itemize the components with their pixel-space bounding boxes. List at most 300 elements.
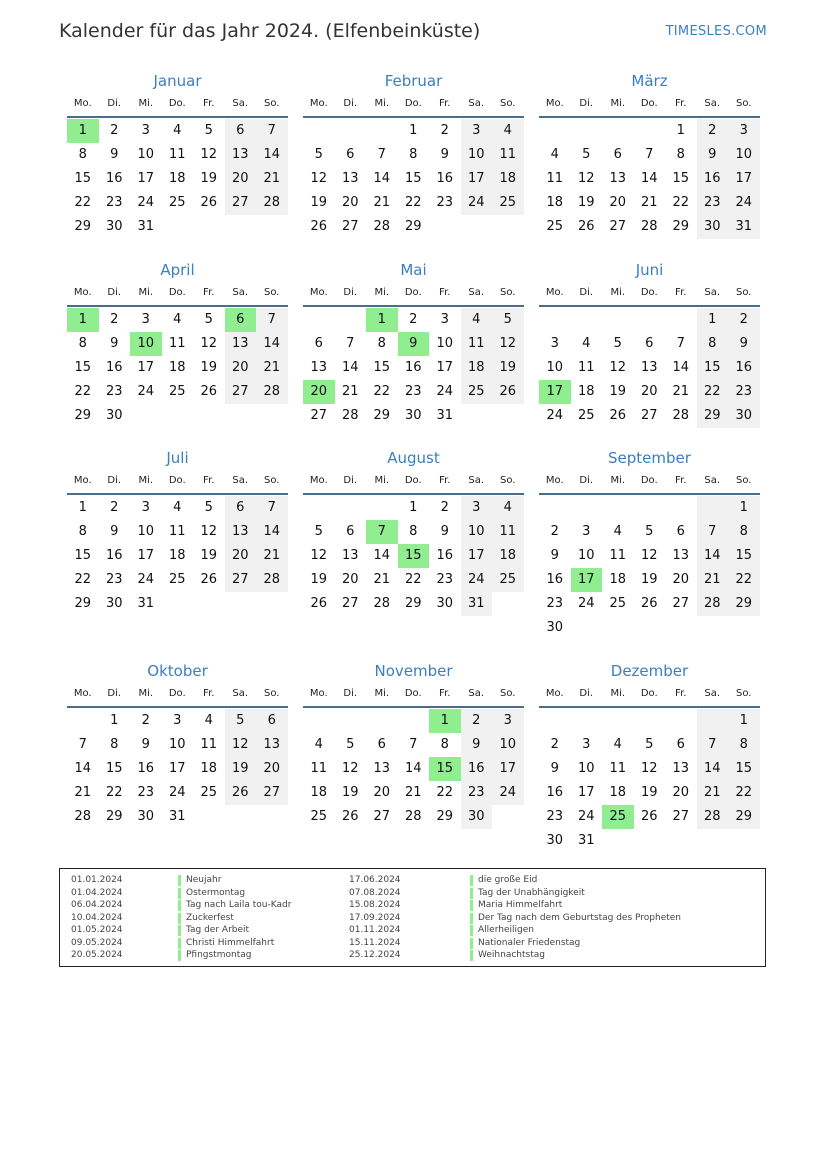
day-cell: 9	[110, 147, 119, 162]
month-divider	[303, 493, 524, 495]
day-cell: 11	[577, 360, 595, 375]
day-cell: 2	[141, 713, 150, 728]
month-name: Oktober	[147, 662, 208, 680]
weekday-label: Mo.	[309, 688, 328, 699]
day-cell: 21	[256, 544, 288, 568]
holiday-name: Weihnachtstag	[470, 950, 545, 961]
weekday-label: Do.	[404, 98, 422, 109]
day-cell: 6	[225, 119, 257, 143]
holiday-date: 09.05.2024	[71, 937, 123, 948]
day-cell: 13	[373, 761, 391, 776]
day-cell: 25	[577, 408, 595, 423]
month-divider	[539, 116, 760, 118]
day-cell: 19	[310, 572, 328, 587]
day-cell: 30	[728, 404, 760, 428]
day-cell: 18	[310, 785, 328, 800]
weekday-label: Di.	[107, 688, 122, 699]
day-cell: 10	[546, 360, 564, 375]
day-cell: 12	[200, 524, 218, 539]
day-cell: 19	[200, 171, 218, 186]
day-cell: 31	[168, 809, 186, 824]
weekday-label: Mo.	[73, 98, 92, 109]
day-cell: 21	[74, 785, 92, 800]
day-cell: 6	[256, 709, 288, 733]
day-cell: 12	[577, 171, 595, 186]
day-cell: 16	[436, 171, 454, 186]
weekday-label: Sa.	[232, 98, 249, 109]
weekday-header	[539, 98, 760, 114]
day-cell: 14	[341, 360, 359, 375]
day-cell: 3	[141, 123, 150, 138]
day-cell: 31	[728, 215, 760, 239]
day-cell: 23	[105, 572, 123, 587]
day-cell: 3	[728, 119, 760, 143]
day-cell: 29	[404, 219, 422, 234]
day-cell: 5	[582, 147, 591, 162]
day-cell: 5	[492, 308, 524, 332]
holiday-date: 20.05.2024	[71, 950, 123, 960]
day-cell: 3	[492, 709, 524, 733]
holiday-date: 01.05.2024	[71, 925, 123, 935]
weekday-header	[303, 475, 524, 491]
day-cell: 28	[256, 568, 288, 592]
day-cell: 12	[640, 761, 658, 776]
day-cell: 1	[676, 123, 685, 138]
day-cell: 16	[137, 761, 155, 776]
weekday-label: Mo.	[73, 475, 92, 486]
day-cell: 10	[461, 143, 493, 167]
day-cell: 9	[697, 143, 729, 167]
day-cell: 6	[676, 737, 685, 752]
weekday-label: Di.	[343, 287, 358, 298]
brand-link[interactable]: TIMESLES.COM	[665, 24, 767, 39]
day-cell: 20	[609, 195, 627, 210]
day-cell: 27	[373, 809, 391, 824]
day-cell: 14	[256, 520, 288, 544]
holiday-date: 01.01.2024	[71, 875, 123, 885]
day-cell: 27	[256, 781, 288, 805]
day-cell: 12	[200, 336, 218, 351]
day-cell: 4	[314, 737, 323, 752]
holiday-date: 10.04.2024	[71, 912, 123, 923]
day-cell: 15	[105, 761, 123, 776]
day-cell: 18	[492, 167, 524, 191]
weekday-header	[67, 475, 288, 491]
day-cell: 8	[409, 524, 418, 539]
day-cell: 9	[550, 761, 559, 776]
day-cell: 28	[697, 805, 729, 829]
day-cell: 10	[137, 524, 155, 539]
weekday-label: Fr.	[439, 98, 451, 109]
day-cell: 24	[436, 384, 454, 399]
weekday-label: Di.	[107, 98, 122, 109]
weekday-label: So.	[264, 475, 280, 486]
day-cell: 19	[225, 757, 257, 781]
weekday-label: Do.	[168, 688, 186, 699]
day-cell: 21	[672, 384, 690, 399]
weekday-label: So.	[264, 287, 280, 298]
day-cell: 18	[492, 544, 524, 568]
day-cell: 22	[373, 384, 391, 399]
weekday-label: Mi.	[374, 98, 390, 109]
weekday-label: Do.	[168, 287, 186, 298]
day-cell: 12	[640, 548, 658, 563]
holiday-day-cell: 1	[67, 119, 99, 143]
weekday-label: Mi.	[610, 475, 626, 486]
day-cell: 4	[613, 524, 622, 539]
day-cell: 3	[582, 737, 591, 752]
day-cell: 18	[168, 360, 186, 375]
day-cell: 4	[173, 123, 182, 138]
holiday-day-cell: 17	[539, 380, 571, 404]
day-cell: 28	[640, 219, 658, 234]
weekday-label: Mo.	[309, 475, 328, 486]
day-cell: 23	[546, 809, 564, 824]
day-cell: 16	[546, 785, 564, 800]
day-cell: 19	[200, 360, 218, 375]
day-cell: 11	[200, 737, 218, 752]
day-cell: 10	[728, 143, 760, 167]
day-cell: 15	[728, 544, 760, 568]
holiday-name: Tag der Arbeit	[178, 925, 249, 936]
day-cell: 29	[404, 596, 422, 611]
day-cell: 29	[373, 408, 391, 423]
holiday-date: 17.06.2024	[349, 875, 401, 885]
day-cell: 15	[728, 757, 760, 781]
day-cell: 12	[341, 761, 359, 776]
day-cell: 17	[577, 785, 595, 800]
weekday-label: Mi.	[138, 98, 154, 109]
weekend-empty-cell	[697, 496, 729, 520]
weekday-label: Di.	[579, 688, 594, 699]
weekday-label: Do.	[640, 475, 658, 486]
day-cell: 1	[728, 496, 760, 520]
weekday-label: Fr.	[675, 287, 687, 298]
holiday-day-cell: 10	[130, 332, 162, 356]
day-cell: 11	[609, 761, 627, 776]
holiday-day-cell: 6	[225, 308, 257, 332]
day-cell: 21	[373, 572, 391, 587]
weekday-label: Mo.	[73, 688, 92, 699]
weekday-label: Di.	[343, 688, 358, 699]
day-cell: 21	[341, 384, 359, 399]
weekday-label: Sa.	[468, 287, 485, 298]
weekday-label: Mo.	[309, 98, 328, 109]
day-cell: 31	[577, 833, 595, 848]
day-cell: 7	[676, 336, 685, 351]
day-cell: 20	[672, 572, 690, 587]
day-cell: 14	[697, 544, 729, 568]
day-cell: 13	[225, 332, 257, 356]
month-name: Februar	[384, 72, 443, 90]
day-cell: 17	[137, 360, 155, 375]
day-cell: 6	[346, 524, 355, 539]
day-cell: 21	[256, 167, 288, 191]
weekday-label: Mi.	[138, 688, 154, 699]
day-cell: 24	[137, 384, 155, 399]
day-cell: 13	[310, 360, 328, 375]
month-divider	[67, 305, 288, 307]
weekday-label: Mi.	[374, 475, 390, 486]
weekday-header	[303, 98, 524, 114]
day-cell: 7	[377, 147, 386, 162]
weekday-label: Di.	[343, 98, 358, 109]
holiday-day-cell: 1	[67, 308, 99, 332]
day-cell: 8	[440, 737, 449, 752]
day-cell: 26	[310, 596, 328, 611]
day-cell: 23	[137, 785, 155, 800]
day-cell: 26	[609, 408, 627, 423]
weekday-label: Fr.	[203, 475, 215, 486]
day-cell: 22	[74, 384, 92, 399]
holiday-day-cell: 15	[429, 757, 461, 781]
month-divider	[67, 493, 288, 495]
day-cell: 3	[582, 524, 591, 539]
day-cell: 23	[546, 596, 564, 611]
holiday-legend	[59, 868, 766, 967]
day-cell: 24	[137, 572, 155, 587]
holiday-name: Tag der Unabhängigkeit	[470, 888, 585, 899]
day-cell: 25	[461, 380, 493, 404]
month-divider	[303, 116, 524, 118]
day-cell: 30	[105, 219, 123, 234]
weekday-label: Sa.	[232, 688, 249, 699]
day-cell: 5	[225, 709, 257, 733]
day-cell: 8	[110, 737, 119, 752]
day-cell: 28	[672, 408, 690, 423]
day-cell: 3	[461, 496, 493, 520]
day-cell: 2	[110, 312, 119, 327]
holiday-name: Tag nach Laila tou-Kadr	[178, 900, 291, 911]
day-cell: 5	[346, 737, 355, 752]
day-cell: 8	[728, 520, 760, 544]
day-cell: 4	[173, 312, 182, 327]
holiday-day-cell: 15	[398, 544, 430, 568]
weekday-label: Mi.	[138, 287, 154, 298]
day-cell: 11	[310, 761, 328, 776]
day-cell: 10	[577, 761, 595, 776]
day-cell: 11	[461, 332, 493, 356]
day-cell: 15	[74, 360, 92, 375]
day-cell: 9	[110, 524, 119, 539]
day-cell: 16	[461, 757, 493, 781]
day-cell: 12	[492, 332, 524, 356]
day-cell: 8	[377, 336, 386, 351]
day-cell: 27	[609, 219, 627, 234]
day-cell: 6	[225, 496, 257, 520]
day-cell: 25	[310, 809, 328, 824]
day-cell: 11	[168, 336, 186, 351]
day-cell: 15	[373, 360, 391, 375]
day-cell: 9	[461, 733, 493, 757]
day-cell: 25	[546, 219, 564, 234]
day-cell: 4	[461, 308, 493, 332]
weekday-label: Sa.	[468, 475, 485, 486]
day-cell: 29	[672, 219, 690, 234]
weekday-label: Fr.	[675, 688, 687, 699]
month-name: Mai	[400, 261, 427, 279]
day-cell: 14	[404, 761, 422, 776]
day-cell: 28	[256, 380, 288, 404]
day-cell: 22	[728, 781, 760, 805]
day-cell: 7	[256, 308, 288, 332]
day-cell: 13	[225, 520, 257, 544]
day-cell: 8	[676, 147, 685, 162]
day-cell: 20	[672, 785, 690, 800]
weekday-label: Mo.	[73, 287, 92, 298]
day-cell: 19	[200, 548, 218, 563]
day-cell: 28	[74, 809, 92, 824]
day-cell: 28	[373, 219, 391, 234]
day-cell: 14	[697, 757, 729, 781]
weekday-header	[539, 475, 760, 491]
day-cell: 26	[577, 219, 595, 234]
month-divider	[303, 305, 524, 307]
day-cell: 20	[225, 167, 257, 191]
day-cell: 3	[461, 119, 493, 143]
month-name: November	[374, 662, 453, 680]
weekday-label: Sa.	[468, 688, 485, 699]
day-cell: 30	[546, 833, 564, 848]
day-cell: 11	[168, 147, 186, 162]
day-cell: 1	[409, 500, 418, 515]
day-cell: 17	[436, 360, 454, 375]
day-cell: 12	[609, 360, 627, 375]
day-cell: 8	[78, 336, 87, 351]
month-name: April	[160, 261, 195, 279]
holiday-name: Neujahr	[178, 875, 221, 886]
day-cell: 19	[341, 785, 359, 800]
holiday-name: die große Eid	[470, 875, 537, 886]
day-cell: 10	[168, 737, 186, 752]
day-cell: 2	[461, 709, 493, 733]
day-cell: 11	[609, 548, 627, 563]
holiday-date: 01.11.2024	[349, 925, 401, 935]
day-cell: 19	[577, 195, 595, 210]
day-cell: 3	[141, 312, 150, 327]
day-cell: 13	[341, 171, 359, 186]
day-cell: 10	[492, 733, 524, 757]
holiday-day-cell: 25	[602, 805, 634, 829]
day-cell: 22	[74, 572, 92, 587]
day-cell: 14	[256, 143, 288, 167]
day-cell: 12	[310, 548, 328, 563]
month-name: Januar	[153, 72, 202, 90]
day-cell: 17	[461, 544, 493, 568]
day-cell: 11	[168, 524, 186, 539]
day-cell: 13	[672, 548, 690, 563]
holiday-day-cell: 7	[366, 520, 398, 544]
day-cell: 7	[409, 737, 418, 752]
day-cell: 18	[168, 548, 186, 563]
day-cell: 29	[697, 404, 729, 428]
day-cell: 4	[492, 496, 524, 520]
day-cell: 19	[310, 195, 328, 210]
day-cell: 20	[225, 544, 257, 568]
day-cell: 6	[645, 336, 654, 351]
day-cell: 13	[609, 171, 627, 186]
weekday-label: Do.	[640, 688, 658, 699]
day-cell: 5	[613, 336, 622, 351]
weekday-label: Di.	[579, 98, 594, 109]
day-cell: 13	[341, 548, 359, 563]
day-cell: 23	[728, 380, 760, 404]
weekday-label: Mi.	[374, 688, 390, 699]
day-cell: 18	[577, 384, 595, 399]
day-cell: 13	[225, 143, 257, 167]
weekday-label: Do.	[168, 475, 186, 486]
holiday-day-cell: 1	[429, 709, 461, 733]
day-cell: 29	[74, 219, 92, 234]
day-cell: 9	[440, 524, 449, 539]
day-cell: 30	[105, 596, 123, 611]
day-cell: 6	[676, 524, 685, 539]
day-cell: 30	[546, 620, 564, 635]
day-cell: 8	[78, 147, 87, 162]
holiday-name: Ostermontag	[178, 888, 245, 899]
day-cell: 17	[137, 548, 155, 563]
day-cell: 25	[492, 568, 524, 592]
day-cell: 17	[137, 171, 155, 186]
day-cell: 27	[225, 191, 257, 215]
weekday-label: Di.	[343, 475, 358, 486]
weekday-label: Do.	[404, 287, 422, 298]
day-cell: 13	[256, 733, 288, 757]
holiday-name: Christi Himmelfahrt	[178, 938, 274, 949]
weekday-header	[67, 98, 288, 114]
day-cell: 1	[728, 709, 760, 733]
month-divider	[303, 706, 524, 708]
day-cell: 9	[110, 336, 119, 351]
weekday-label: Fr.	[439, 287, 451, 298]
day-cell: 18	[609, 785, 627, 800]
day-cell: 29	[105, 809, 123, 824]
day-cell: 4	[613, 737, 622, 752]
weekday-label: So.	[736, 475, 752, 486]
month-divider	[67, 706, 288, 708]
day-cell: 26	[640, 596, 658, 611]
day-cell: 24	[577, 809, 595, 824]
weekday-label: Do.	[404, 688, 422, 699]
day-cell: 25	[168, 195, 186, 210]
weekday-label: So.	[736, 688, 752, 699]
day-cell: 17	[728, 167, 760, 191]
day-cell: 19	[640, 785, 658, 800]
day-cell: 11	[492, 143, 524, 167]
month-divider	[539, 305, 760, 307]
day-cell: 28	[373, 596, 391, 611]
day-cell: 10	[461, 520, 493, 544]
weekday-label: Mi.	[610, 98, 626, 109]
day-cell: 7	[256, 496, 288, 520]
day-cell: 25	[200, 785, 218, 800]
day-cell: 9	[550, 548, 559, 563]
weekday-label: Sa.	[704, 287, 721, 298]
day-cell: 20	[373, 785, 391, 800]
day-cell: 29	[74, 596, 92, 611]
weekday-header	[539, 688, 760, 704]
day-cell: 24	[577, 596, 595, 611]
day-cell: 16	[728, 356, 760, 380]
day-cell: 19	[640, 572, 658, 587]
weekday-label: Fr.	[439, 688, 451, 699]
weekday-label: Sa.	[468, 98, 485, 109]
day-cell: 27	[672, 596, 690, 611]
day-cell: 28	[341, 408, 359, 423]
day-cell: 5	[645, 524, 654, 539]
day-cell: 3	[141, 500, 150, 515]
day-cell: 12	[200, 147, 218, 162]
